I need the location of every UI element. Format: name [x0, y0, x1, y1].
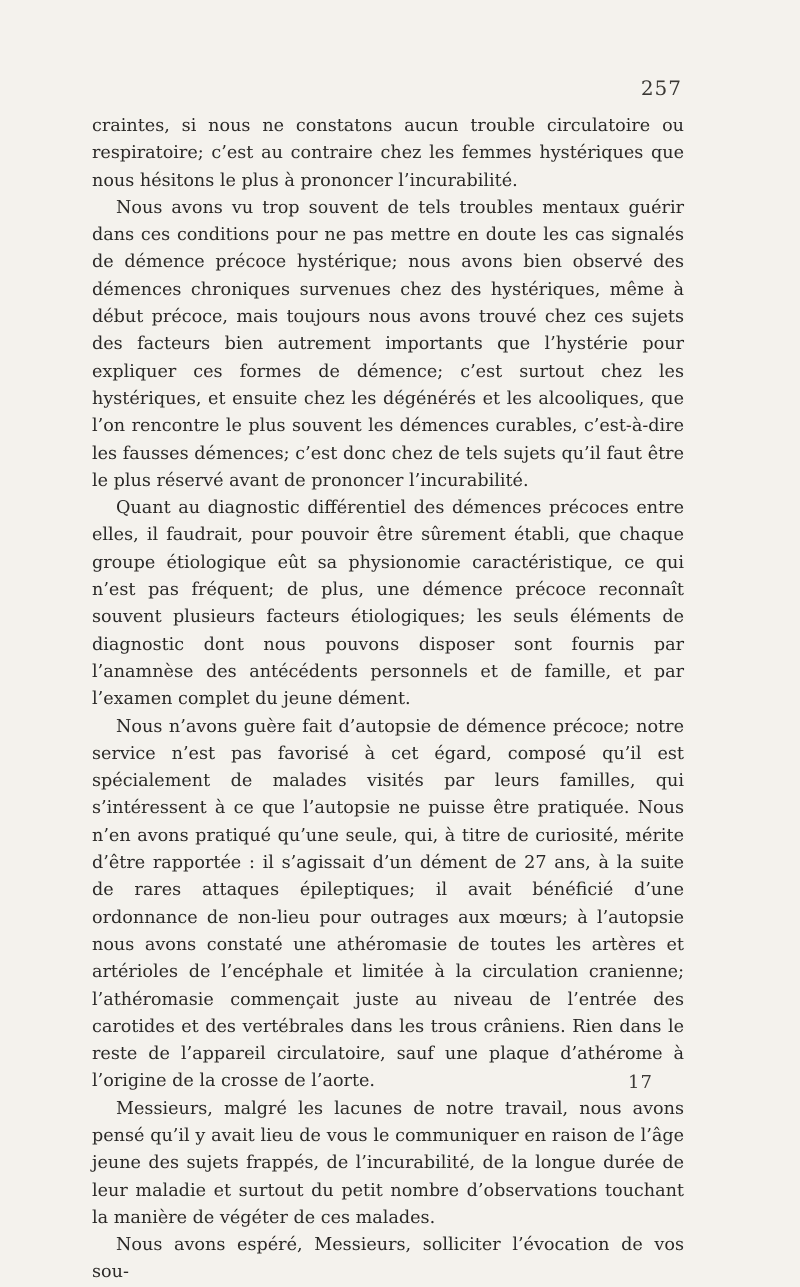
signature-mark: 17 — [628, 1072, 653, 1093]
paragraph: Nous avons vu trop souvent de tels troubles mentaux guérir dans ces conditions pour ne pas mettre en doute les cas signalés de démence précoce hystérique; nous avons bien observé des démences chroniques survenues chez des hystériques, même à début précoce, mais toujours nous avons trouvé chez ces sujets des facteurs bien autrement importants que l’hystérie pour expliquer ces formes de démence; c’est surtout chez les hystériques, et ensuite chez les dégénérés et les alcooliques, que l’on rencontre le plus souvent les démences curables, c’est-à-dire les fausses démences; c’est donc chez de tels sujets qu’il faut être le plus réservé avant de prononcer l’incurabilité. — [92, 197, 684, 491]
paragraph: Messieurs, malgré les lacunes de notre travail, nous avons pensé qu’il y avait lieu de vous le communiquer en raison de l’âge jeune des sujets frappés, de l’incurabilité, de la longue durée de leur maladie et surtout du petit nombre d’observations touchant la manière de végéter de ces malades. — [92, 1098, 684, 1228]
paragraph: Nous n’avons guère fait d’autopsie de démence précoce; notre service n’est pas favorisé à cet égard, composé qu’il est spécialement de malades visités par leurs familles, qui s’intéressent à ce que l’autopsie ne puisse être pratiquée. Nous n’en avons pratiqué qu’une seule, qui, à titre de curiosité, mérite d’être rapportée : il s’agissait d’un dément de 27 ans, à la suite de rares attaques épileptiques; il avait bénéficié d’une ordonnance de non-lieu pour outrages aux mœurs; à l’autopsie nous avons constaté une athéromasie de toutes les artères et artérioles de l’encéphale et limitée à la circulation cranienne; l’athéromasie commençait juste au niveau de l’entrée des carotides et des vertébrales dans les trous crâniens. Rien dans le reste de l’appareil circulatoire, sauf une plaque d’athérome à l’origine de la crosse de l’aorte. — [92, 716, 684, 1092]
page-number: 257 — [640, 76, 682, 100]
paragraph-last: Nous avons espéré, Messieurs, solliciter l’évocation de vos sou- — [92, 1235, 684, 1283]
paragraph-continued: craintes, si nous ne constatons aucun trouble circulatoire ou respiratoire; c’est au contraire chez les femmes hystériques que nous hésitons le plus à prononcer l’incurabilité. — [92, 116, 684, 191]
paragraph: Quant au diagnostic différentiel des démences précoces entre elles, il faudrait, pour pouvoir être sûrement établi, que chaque groupe étiologique eût sa physionomie caractéristique, ce qui n’est pas fréquent; de plus, une démence précoce reconnaît souvent plusieurs facteurs étiologiques; les seuls éléments de diagnostic dont nous pouvons disposer sont fournis par l’anamnèse des antécédents personnels et de famille, et par l’examen complet du jeune dément. — [92, 498, 684, 710]
body-text — [92, 113, 684, 1287]
